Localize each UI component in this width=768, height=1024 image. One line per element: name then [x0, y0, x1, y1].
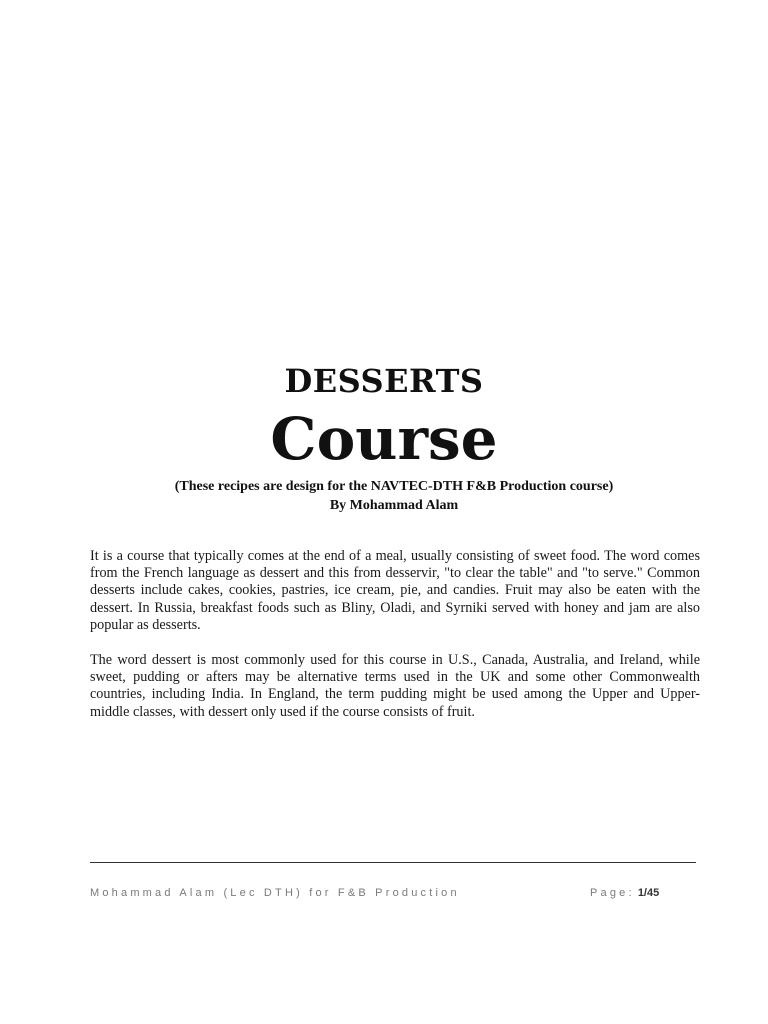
page-indicator	[590, 887, 659, 899]
page-label: Page:	[590, 887, 635, 899]
author-line: By Mohammad Alam	[329, 498, 459, 513]
title-main: DESSERTS	[284, 362, 484, 400]
footer-divider	[90, 862, 696, 863]
title-sub: Course	[270, 405, 498, 473]
page-footer	[90, 887, 696, 903]
paragraph-intro: It is a course that typically comes at the end of a meal, usually consisting of sweet food. The word comes from the French language as dessert and this from desservir, "to clear the table" and "to serve." Common desserts include cakes, cookies, pastries, ice cream, pie, and candies. Fruit may also be eaten with the dessert. In Russia, breakfast foods such as Bliny, Oladi, and Syrniki served with honey and jam are also popular as desserts.	[90, 548, 700, 633]
paragraph-usage: The word dessert is most commonly used for this course in U.S., Canada, Australia, and Ireland, while sweet, pudding or afters may be alternative terms used in the UK and some other Commonwealth countries, including India. In England, the term pudding might be used among the Upper and Upper-middle classes, with dessert only used if the course consists of fruit.	[90, 652, 700, 720]
page-number: 1/45	[637, 887, 660, 899]
footer-author: Mohammad Alam (Lec DTH) for F&B Production	[90, 887, 460, 899]
subtitle: (These recipes are design for the NAVTEC-DTH F&B Production course)	[174, 479, 614, 494]
